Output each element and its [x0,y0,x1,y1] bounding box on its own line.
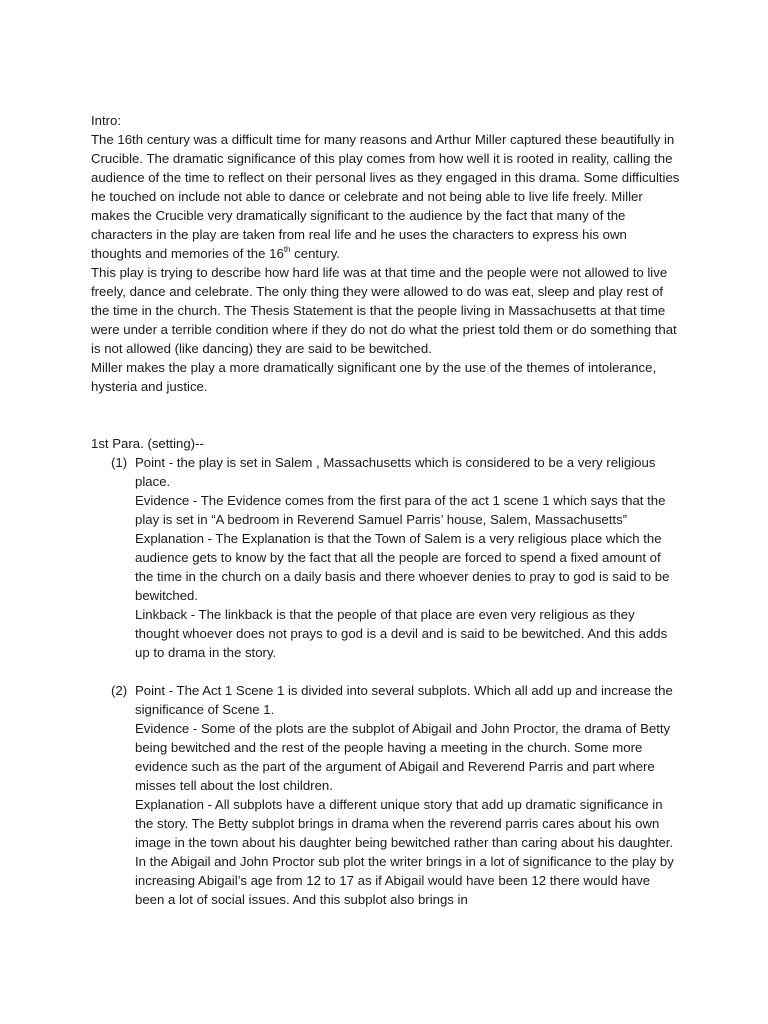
points-list [91,453,681,909]
list-item-point-1 [91,453,681,662]
explanation-text: Explanation - All subplots have a different unique story that add up dramatic significance in the story. The Betty subplot brings in drama when the reverend parris cares about his own image in the town about his daughter being bewitched rather than caring about his daughter. In the Abigail and John Proctor sub plot the writer brings in a lot of significance to the play by increasing Abigail’s age from 12 to 17 as if Abigail would have been 12 there would have been a lot of social issues. And this subplot also brings in [135,797,674,907]
intro-paragraph-2: This play is trying to describe how hard life was at that time and the people were not allowed to live freely, dance and celebrate. The only thing they were allowed to do was eat, sleep and play rest of the time in the church. The Thesis Statement is that the people living in Massachusetts at that time were under a terrible condition where if they do not do what the priest told them or do something that is not allowed (like dancing) they are said to be bewitched. [91,265,677,356]
linkback-text: Linkback - The linkback is that the people of that place are even very religious as they thought whoever does not prays to god is a devil and is said to be bewitched. And this adds up to drama in the story. [135,607,668,660]
evidence-text: Evidence - The Evidence comes from the first para of the act 1 scene 1 which says that the play is set in “A bedroom in Reverend Samuel Parris’ house, Salem, Massachusetts” [135,493,666,527]
intro-paragraph-1-end: century. [290,246,341,261]
intro-paragraph-3: Miller makes the play a more dramatically significant one by the use of the themes of intolerance, hysteria and justice. [91,360,657,394]
intro-paragraph-1 [91,130,681,263]
point-text: Point - the play is set in Salem , Massachusetts which is considered to be a very religious place. [135,455,656,489]
point-text: Point - The Act 1 Scene 1 is divided into several subplots. Which all add up and increase the significance of Scene 1. [135,683,673,717]
intro-heading: Intro: [91,113,122,128]
para1-heading: 1st Para. (setting)-- [91,436,204,451]
intro-paragraph-1-text: The 16th century was a difficult time for many reasons and Arthur Miller captured these beautifully in Crucible. The dramatic significance of this play comes from how well it is rooted in reality, calling the audience of the time to reflect on their personal lives as they engaged in this drama. Some difficulties he touched on include not able to dance or celebrate and not being able to live life freely. Miller makes the Crucible very dramatically significant to the audience by the fact that many of the characters in the play are taken from real life and he uses the characters to express his own thoughts and memories of the 16 [91,132,680,261]
evidence-text: Evidence - Some of the plots are the subplot of Abigail and John Proctor, the drama of Betty being bewitched and the rest of the people having a meeting in the church. Some more evidence such as the part of the argument of Abigail and Reverend Parris and part where misses tell about the lost children. [135,721,671,793]
document-body [91,111,681,909]
explanation-text: Explanation - The Explanation is that the Town of Salem is a very religious place which the audience gets to know by the fact that all the people are forced to spend a fixed amount of the time in the church on a daily basis and there whoever denies to pray to god is said to be bewitched. [135,531,670,603]
ordinal-superscript: th [283,245,291,254]
list-number: (1) [111,455,128,470]
list-item-point-2 [91,681,681,909]
section-spacer [91,396,681,434]
list-spacer [91,662,681,681]
list-number: (2) [111,683,128,698]
